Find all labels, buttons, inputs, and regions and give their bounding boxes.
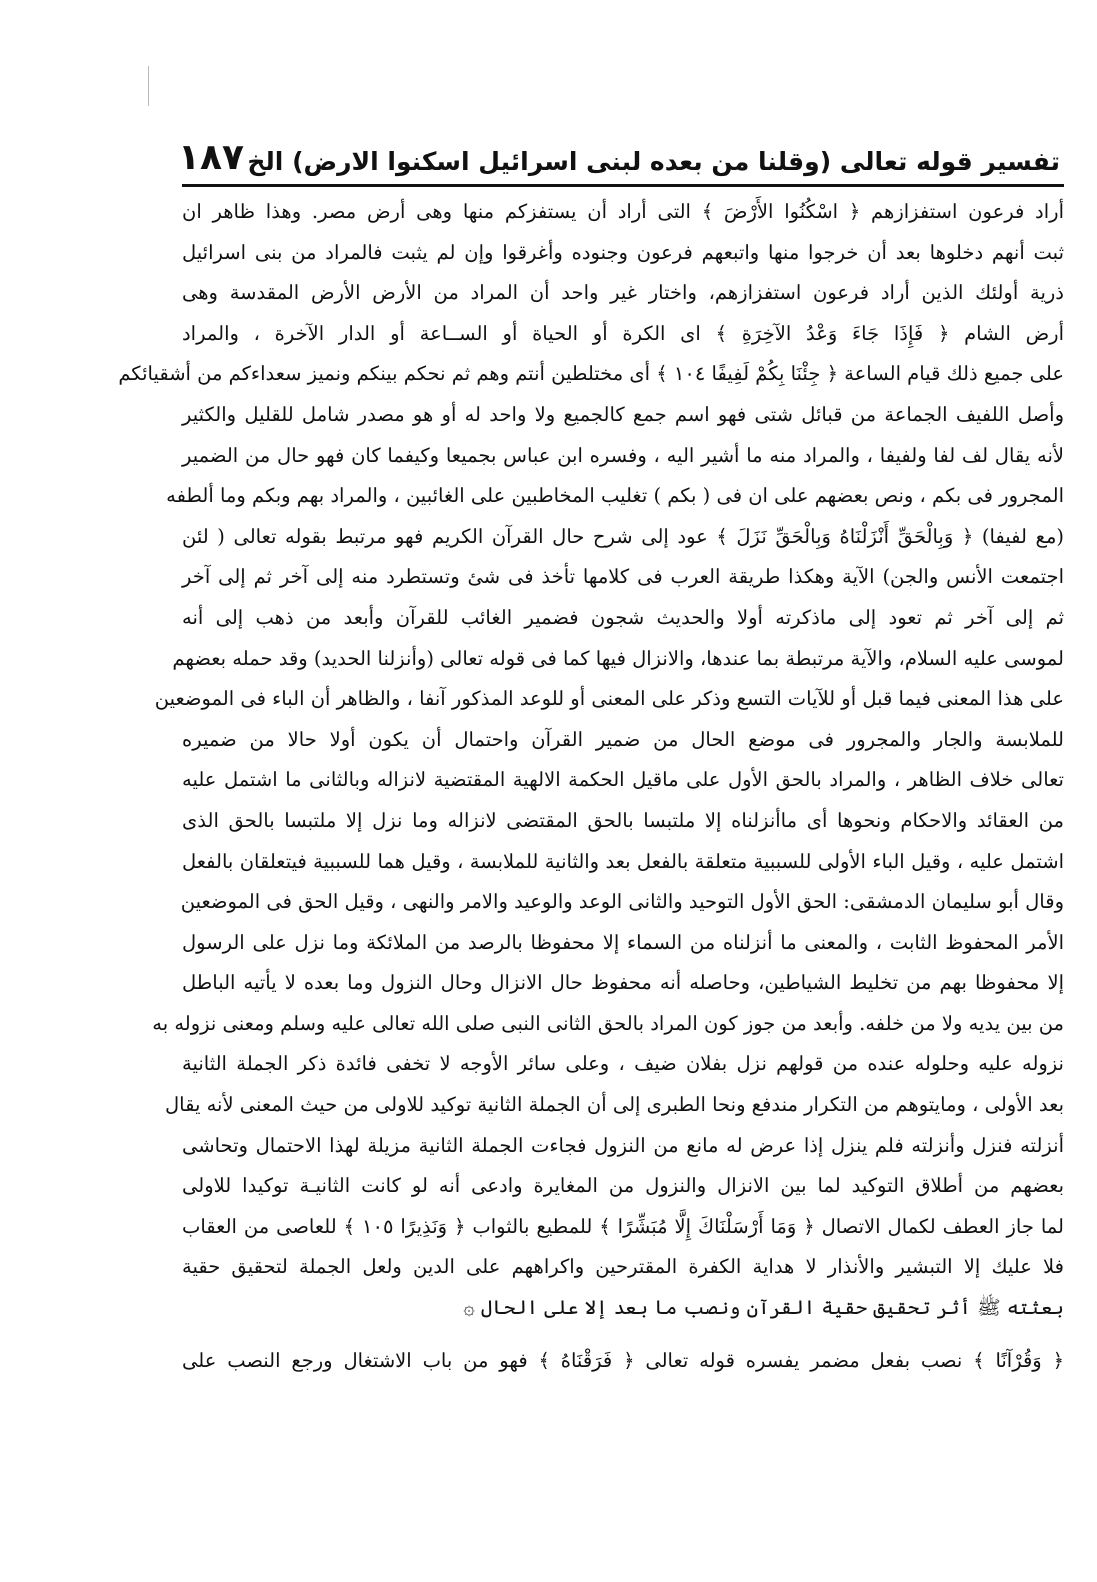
text-line: اشتمل عليه ، وقيل الباء الأولى للسببية متعلقة بالفعل بعد والثانية للملابسة ، وقيل هما للسببية فيتعلقان بالفعل [182,849,1064,873]
text-line: على هذا المعنى فيما قبل أو للآيات التسع وذكر على المعنى أو للوعد المذكور آنفا ، والظاهر أن الباء فى الموضعين [154,687,1064,711]
paragraph-end-line: بعثته ﷺ أثر تحقيق حقية القرآن ونصب ما بعد إلا على الحال ۞ [463,1296,1064,1320]
text-line: من العقائد والاحكام ونحوها أى ماأنزلناه إلا ملتبسا بالحق المقتضى لانزاله وما نزل إلا ملتبسا بالحق الذى [182,808,1064,832]
text-line: اجتمعت الأنس والجن) الآية وهكذا طريقة العرب فى كلامها تأخذ فى شئ وتستطرد منه إلى آخر ثم إلى آخر [182,565,1064,589]
page-header [178,124,1060,182]
text-line: إلا محفوظا بهم من تخليط الشياطين، وحاصله أنه محفوظ حال الانزال وحال النزول وما بعده لا يأتيه الباطل [182,971,1064,995]
running-title: تفسير قوله تعالى (وقلنا من بعده لبنى اسرائيل اسكنوا الارض) الخ [247,147,1060,176]
header-rule [182,184,1064,187]
text-line: نزوله عليه وحلوله عنده من قولهم نزل بفلان ضيف ، وعلى سائر الأوجه لا تخفى فائدة ذكر الجملة الثانية [182,1052,1064,1076]
text-line: فلا عليك إلا التبشير والأنذار لا هداية الكفرة المقترحين واكراههم على الدين ولعل الجملة لتحقيق حقية [182,1255,1064,1279]
body-text [118,192,1065,1381]
text-line: لأنه يقال لف لفا ولفيفا ، والمراد منه ما أشير اليه ، وفسره ابن عباس بجميعا وكيفما كان فهو حال من الضمير [182,443,1064,467]
text-line: الأمر المحفوظ الثابت ، والمعنى ما أنزلناه من السماء إلا محفوظا بالرصد من الملائكة وما نزل على الرسول [182,930,1064,954]
page-number: ١٨٧ [178,137,244,178]
text-line: ثبت أنهم دخلوها بعد أن خرجوا منها واتبعهم فرعون وجنوده وأغرقوا وإن لم يثبت فالمراد من بنى اسرائيل [182,240,1064,264]
text-line: وقال أبو سليمان الدمشقى: الحق الأول التوحيد والثانى الوعد والوعيد والامر والنهى ، وقيل الحق فى الموضعين [180,890,1064,914]
text-line: ذرية أولئك الذين أراد فرعون استفزازهم، واختار غير واحد أن المراد من الأرض الأرض المقدسة وهى [182,281,1064,305]
new-paragraph-line: ﴿ وَقُرْآنًا ﴾ نصب بفعل مضمر يفسره قوله تعالى ﴿ فَرَقْنَاهُ ﴾ فهو من باب الاشتغال ورجع النصب على [182,1348,1064,1372]
text-line: (مع لفيفا) ﴿ وَبِالْحَقِّ أَنْزَلْنَاهُ وَبِالْحَقِّ نَزَلَ ﴾ عود إلى شرح حال القرآن الكريم فهو مرتبط بقوله تعالى ( لئن [182,524,1064,548]
text-line: للملابسة والجار والمجرور فى موضع الحال من ضمير القرآن واحتمال أن يكون أولا حالا من ضميره [182,727,1064,751]
text-line: المجرور فى بكم ، ونص بعضهم على ان فى ( بكم ) تغليب المخاطبين على الغائبين ، والمراد بهم وبكم وما ألطفه [166,484,1064,508]
text-line: تعالى خلاف الظاهر ، والمراد بالحق الأول على ماقيل الحكمة الالهية المقتضية لانزاله وبالثانى ما اشتمل عليه [182,768,1064,792]
text-line: لموسى عليه السلام، والآية مرتبطة بما عندها، والانزال فيها كما فى قوله تعالى (وأنزلنا الحديد) وقد حمله بعضهم [172,646,1064,670]
text-line: لما جاز العطف لكمال الاتصال ﴿ وَمَا أَرْسَلْنَاكَ إِلَّا مُبَشِّرًا ﴾ للمطيع بالثواب ﴿ وَنَذِيرًا ١٠٥ ﴾ للعاصى من العقاب [182,1214,1065,1238]
text-line: وأصل اللفيف الجماعة من قبائل شتى فهو اسم جمع كالجميع ولا واحد له أو هو مصدر شامل للقليل والكثير [182,402,1064,426]
text-line: من بين يديه ولا من خلفه. وأبعد من جوز كون المراد بالحق الثانى النبى صلى الله تعالى عليه وسلم ومعنى نزوله به [152,1011,1064,1035]
text-line: بعد الأولى ، ومايتوهم من التكرار مندفع ونحا الطبرى إلى أن الجملة الثانية توكيد للاولى من حيث المعنى لأنه يقال [164,1093,1064,1117]
margin-mark [148,66,149,106]
text-line: أنزلته فنزل وأنزلته فلم ينزل إذا عرض له مانع من النزول فجاءت الجملة الثانية مزيلة لهذا الاحتمال وتحاشى [182,1133,1064,1157]
text-line: بعضهم من أطلاق التوكيد لما بين الانزال والنزول من المغايرة وادعى أنه لو كانت الثانيـة توكيدا للاولى [182,1174,1064,1198]
text-line: أراد فرعون استفزازهم ﴿ اسْكُنُوا الأَرْضَ ﴾ التى أراد أن يستفزكم منها وهى أرض مصر. وهذا ظاهر ان [182,200,1064,223]
text-line: أرض الشام ﴿ فَإِذَا جَاءَ وَعْدُ الآخِرَةِ ﴾ اى الكرة أو الحياة أو الســاعة أو الدار الآخرة ، والمراد [182,321,1064,345]
text-line: ثم إلى آخر ثم تعود إلى ماذكرته أولا والحديث شجون فضمير الغائب للقرآن وأبعد من ذهب إلى أنه [182,605,1064,629]
text-line: على جميع ذلك قيام الساعة ﴿ جِئْنَا بِكُمْ لَفِيفًا ١٠٤ ﴾ أى مختلطين أنتم وهم ثم نحكم بينكم ونميز سعداءكم من أشقيائكم [118,362,1064,386]
